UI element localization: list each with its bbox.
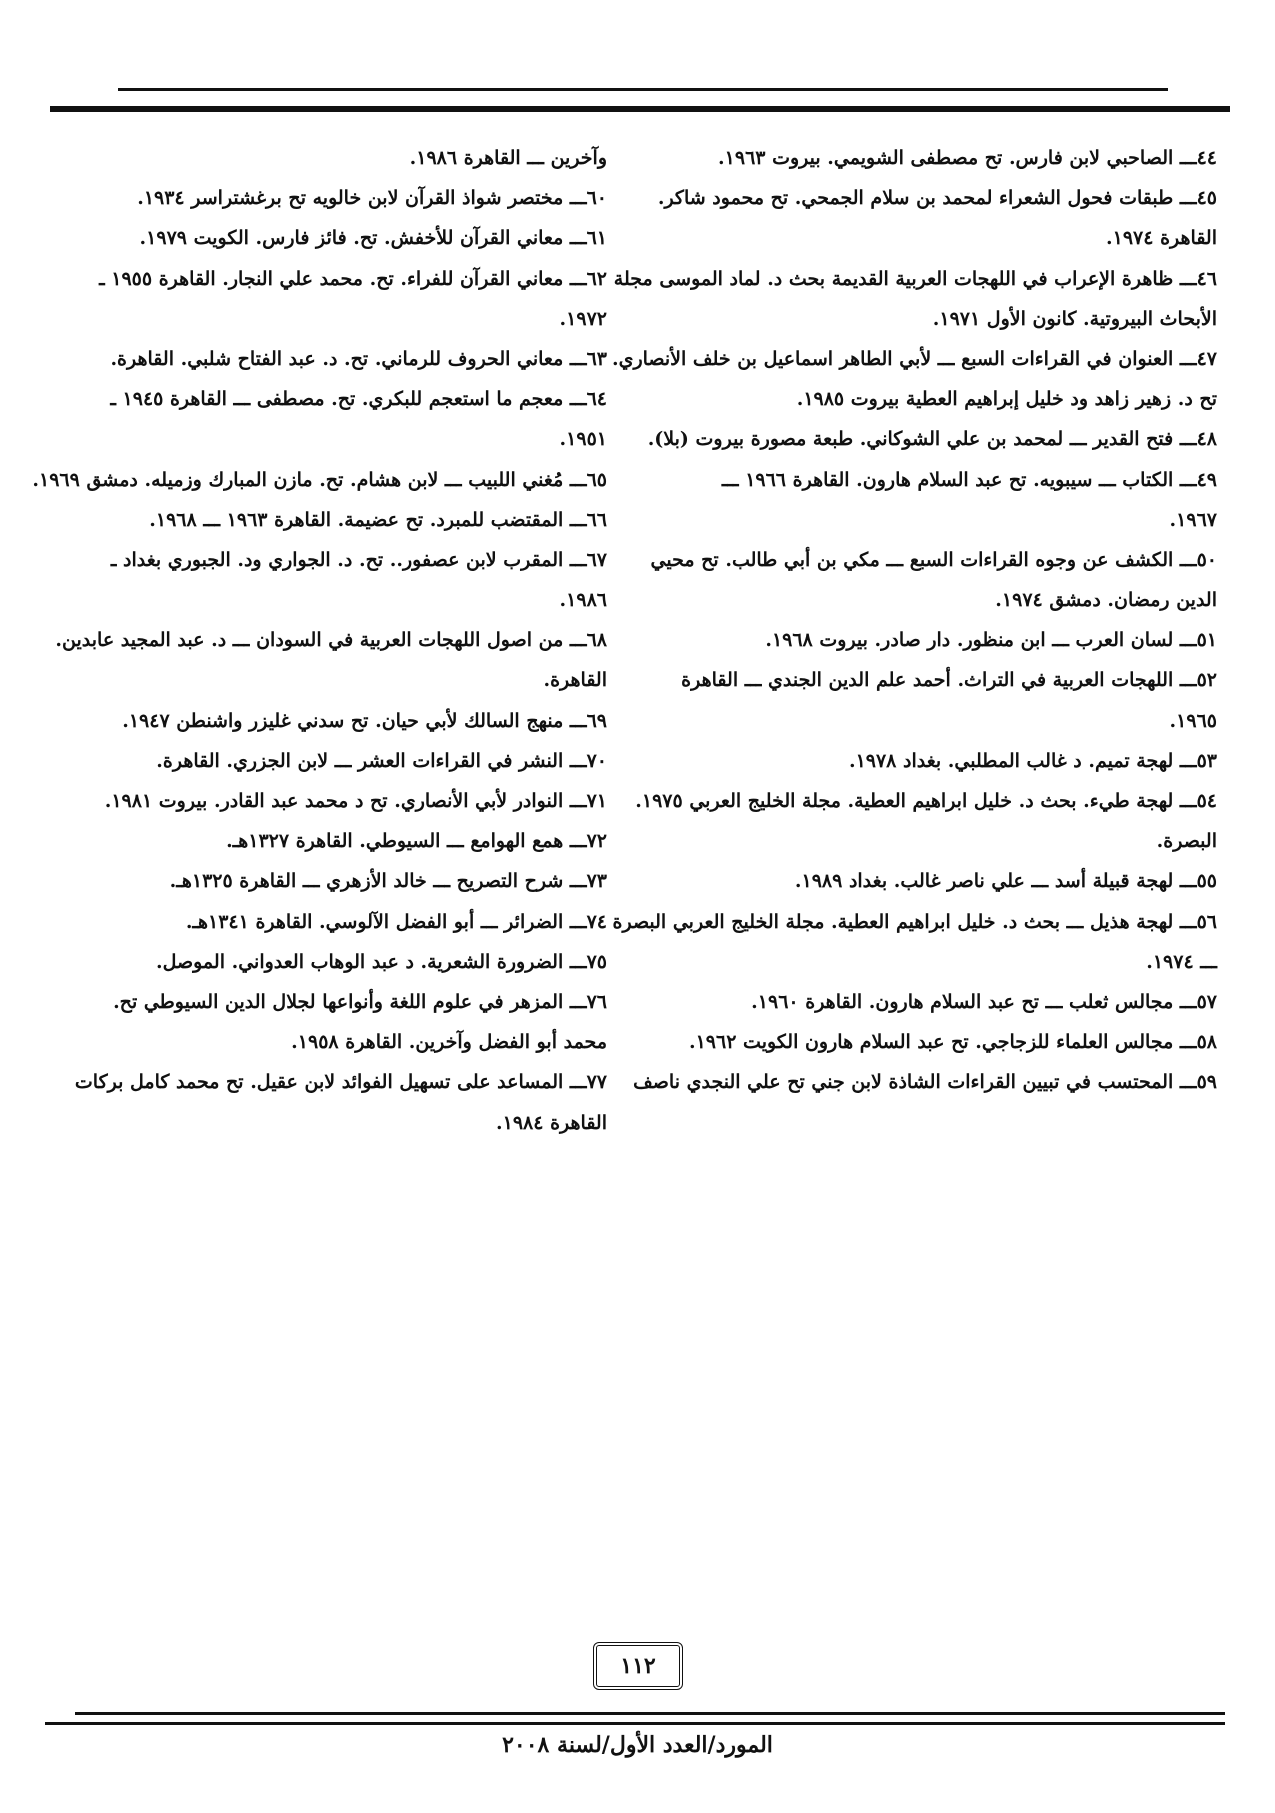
reference-line: محمد أبو الفضل وآخرين. القاهرة ١٩٥٨. [291, 1031, 607, 1054]
reference-line: ٤٩ـــ الكتاب ـــ سيبويه. تح عبد السلام هارون. القاهرة ١٩٦٦ ـــ [721, 468, 1217, 491]
reference-line: ٥٦ـــ لهجة هذيل ـــ بحث د. خليل ابراهيم العطية. مجلة الخليج العربي البصرة [612, 910, 1217, 933]
reference-line: ٧٦ـــ المزهر في علوم اللغة وأنواعها لجلال الدين السيوطي تح. [113, 990, 607, 1013]
reference-line: وآخرين ـــ القاهرة ١٩٨٦. [409, 147, 607, 169]
reference-line: ٤٨ـــ فتح القدير ـــ لمحمد بن علي الشوكاني. طبعة مصورة بيروت (بلا). [647, 428, 1217, 451]
reference-line: ٤٧ـــ العنوان في القراءات السبع ـــ لأبي الطاهر اسماعيل بن خلف الأنصاري. [611, 347, 1217, 370]
reference-line: ٦٠ـــ مختصر شواذ القرآن لابن خالويه تح برغشتراسر ١٩٣٤. [137, 187, 607, 210]
reference-line: ٤٥ـــ طبقات فحول الشعراء لمحمد بن سلام الجمحي. تح محمود شاكر. [657, 187, 1217, 210]
reference-line: ١٩٦٧. [1169, 508, 1217, 531]
reference-line: ٤٤ـــ الصاحبي لابن فارس. تح مصطفى الشويمي. بيروت ١٩٦٣. [718, 147, 1217, 169]
reference-line: ٦٥ـــ مُغني اللبيب ـــ لابن هشام. تح. مازن المبارك وزميله. دمشق ١٩٦٩. [32, 468, 607, 491]
reference-line: ٦٣ـــ معاني الحروف للرماني. تح. د. عبد الفتاح شلبي. القاهرة. [110, 347, 607, 370]
reference-line: ـــ ١٩٧٤. [1146, 950, 1217, 973]
reference-line: ٥٣ـــ لهجة تميم. د غالب المطلبي. بغداد ١٩٧٨. [848, 749, 1217, 772]
reference-line: ٧١ـــ النوادر لأبي الأنصاري. تح د محمد عبد القادر. بيروت ١٩٨١. [104, 790, 607, 812]
reference-line: القاهرة ١٩٨٤. [496, 1111, 607, 1134]
reference-line: الدين رمضان. دمشق ١٩٧٤. [995, 589, 1217, 612]
reference-line: ٦٦ـــ المقتضب للمبرد. تح عضيمة. القاهرة ١٩٦٣ ـــ ١٩٦٨. [149, 508, 607, 531]
reference-line: ٧٠ـــ النشر في القراءات العشر ـــ لابن الجزري. القاهرة. [156, 749, 607, 772]
reference-line: ١٩٥١. [559, 428, 607, 451]
reference-line: ٤٦ـــ ظاهرة الإعراب في اللهجات العربية القديمة بحث د. لماد الموسى مجلة [613, 267, 1217, 290]
reference-line: ٥٠ـــ الكشف عن وجوه القراءات السبع ـــ مكي بن أبي طالب. تح محيي [650, 548, 1217, 571]
reference-line: ٥١ـــ لسان العرب ـــ ابن منظور. دار صادر. بيروت ١٩٦٨. [765, 629, 1217, 652]
reference-line: ٧٣ـــ شرح التصريح ـــ خالد الأزهري ـــ القاهرة ١٣٢٥هـ. [169, 870, 607, 893]
reference-line: ٦٤ـــ معجم ما استعجم للبكري. تح. مصطفى ـــ القاهرة ١٩٤٥ ـ [110, 388, 607, 411]
reference-line: ٧٥ـــ الضرورة الشعرية. د عبد الوهاب العدواني. الموصل. [155, 950, 607, 973]
reference-line: ٦٩ـــ منهج السالك لأبي حيان. تح سدني غليزر واشنطن ١٩٤٧. [122, 709, 607, 732]
reference-line: ٦٢ـــ معاني القرآن للفراء. تح. محمد علي النجار. القاهرة ١٩٥٥ ـ [99, 267, 607, 290]
header-rule-thick [50, 106, 1230, 112]
page-number: ١١٢ [593, 1642, 683, 1690]
left-column-references [32, 138, 607, 1143]
reference-line: ١٩٦٥. [1169, 709, 1217, 732]
reference-line: ٦١ـــ معاني القرآن للأخفش. تح. فائز فارس. الكويت ١٩٧٩. [139, 227, 607, 250]
reference-line: ٥٥ـــ لهجة قبيلة أسد ـــ علي ناصر غالب. بغداد ١٩٨٩. [794, 870, 1217, 893]
footer-rule-thick [45, 1722, 1225, 1725]
reference-line: ٥٧ـــ مجالس ثعلب ـــ تح عبد السلام هارون. القاهرة ١٩٦٠. [751, 990, 1217, 1013]
reference-line: ٥٨ـــ مجالس العلماء للزجاجي. تح عبد السلام هارون الكويت ١٩٦٢. [688, 1031, 1217, 1054]
right-column-references [611, 138, 1217, 1103]
reference-line: ٧٢ـــ همع الهوامع ـــ السيوطي. القاهرة ١٣٢٧هـ. [226, 830, 607, 853]
reference-line: القاهرة. [543, 669, 607, 692]
header-rule-thin [118, 88, 1168, 91]
reference-line: البصرة. [1156, 830, 1217, 853]
reference-line: ٥٩ـــ المحتسب في تبيين القراءات الشاذة لابن جني تح علي النجدي ناصف [633, 1071, 1217, 1094]
journal-footer: المورد/العدد الأول/لسنة ٢٠٠٨ [502, 1732, 773, 1758]
reference-line: ٦٧ـــ المقرب لابن عصفور.. تح. د. الجواري ود. الجبوري بغداد ـ [110, 548, 607, 571]
footer-rule-thin [75, 1712, 1225, 1715]
reference-line: ٦٨ـــ من اصول اللهجات العربية في السودان ـــ د. عبد المجيد عابدين. [55, 629, 607, 652]
reference-line: القاهرة ١٩٧٤. [1106, 227, 1217, 250]
reference-line: ١٩٧٢. [559, 307, 607, 330]
reference-line: تح د. زهير زاهد ود خليل إبراهيم العطية بيروت ١٩٨٥. [796, 388, 1217, 411]
reference-line: ٧٧ـــ المساعد على تسهيل الفوائد لابن عقيل. تح محمد كامل بركات [74, 1071, 607, 1094]
reference-line: ١٩٨٦. [559, 589, 607, 612]
reference-line: ٥٤ـــ لهجة طيء. بحث د. خليل ابراهيم العطية. مجلة الخليج العربي ١٩٧٥. [635, 790, 1217, 812]
reference-line: ٧٤ـــ الضرائر ـــ أبو الفضل الآلوسي. القاهرة ١٣٤١هـ. [185, 910, 607, 933]
reference-line: ٥٢ـــ اللهجات العربية في التراث. أحمد علم الدين الجندي ـــ القاهرة [681, 669, 1217, 692]
reference-line: الأبحاث البيروتية. كانون الأول ١٩٧١. [932, 307, 1217, 330]
